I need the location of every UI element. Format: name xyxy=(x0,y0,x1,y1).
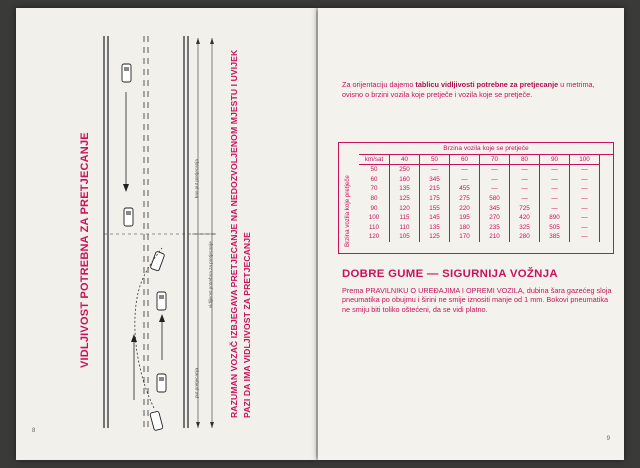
table-row xyxy=(359,232,600,242)
warning-line-2: PAZI DA IMA VIDLJIVOST ZA PRETJECANJE xyxy=(242,232,252,418)
table-column-header-row xyxy=(359,154,600,165)
table-column-header: 80 xyxy=(510,154,540,165)
overtaken-car xyxy=(157,292,166,310)
label-vidljivost: vidljivost potrebna za pretjecanje xyxy=(208,241,213,308)
page-number-left: 8 xyxy=(32,428,36,434)
row-speed: 80 xyxy=(359,194,390,204)
table-cell: 195 xyxy=(450,213,480,223)
row-speed: 90 xyxy=(359,203,390,213)
oncoming-car xyxy=(122,64,131,82)
table-cell: 420 xyxy=(510,213,540,223)
visibility-table xyxy=(338,142,614,254)
table-cell: 125 xyxy=(390,194,420,204)
table-row xyxy=(359,213,600,223)
table-cell: — xyxy=(480,175,510,185)
table-cell: — xyxy=(480,165,510,175)
intro-post: u metrima, ovisno o brzini vozila koje pretječe i vozila koje se pretječe. xyxy=(342,80,595,99)
table-column-header: 40 xyxy=(390,154,420,165)
row-speed: 70 xyxy=(359,184,390,194)
row-speed: 50 xyxy=(359,165,390,175)
label-kao-put: kao put pretjecanja xyxy=(194,159,199,198)
overtaking-car-start xyxy=(150,411,163,431)
table-cell: 275 xyxy=(450,194,480,204)
table-unit-header: km/sat xyxy=(359,154,390,165)
table-cell: 580 xyxy=(480,194,510,204)
road-diagram xyxy=(16,8,316,460)
table-cell: 180 xyxy=(450,223,480,233)
table-cell: 325 xyxy=(510,223,540,233)
table-column-header: 100 xyxy=(570,154,600,165)
table-cell: 145 xyxy=(420,213,450,223)
tyres-paragraph: Prema PRAVILNIKU O UREĐAJIMA I OPREMI VOZILA, dubina šara gazećeg sloja pneumatika po obujmu i širini ne smije iznositi manje od 1 mm. Bokovi pneumatika ne smiju biti toliko oštećeni, da se vidi platno. xyxy=(342,286,612,314)
table-cell: — xyxy=(420,165,450,175)
table-cell: — xyxy=(570,203,600,213)
table-column-header: 70 xyxy=(480,154,510,165)
table-row xyxy=(359,223,600,233)
table-cell: 215 xyxy=(420,184,450,194)
table-cell: 155 xyxy=(420,203,450,213)
table-cell: 160 xyxy=(390,175,420,185)
table-cell: 890 xyxy=(540,213,570,223)
table-cell: 725 xyxy=(510,203,540,213)
page-number-right: 9 xyxy=(606,436,610,442)
table-cell: — xyxy=(510,165,540,175)
table-cell: — xyxy=(540,165,570,175)
table-cell: — xyxy=(540,194,570,204)
table-column-header: 60 xyxy=(450,154,480,165)
table-column-header: 90 xyxy=(540,154,570,165)
overtaken-car-start xyxy=(157,374,166,392)
table-cell: 120 xyxy=(390,203,420,213)
table-column-header: 50 xyxy=(420,154,450,165)
table-cell: 505 xyxy=(540,223,570,233)
table-cell: 170 xyxy=(450,232,480,242)
table-row xyxy=(359,203,600,213)
table-row xyxy=(359,165,600,175)
table-row xyxy=(359,175,600,185)
table-cell: 110 xyxy=(390,223,420,233)
table-cell: — xyxy=(540,175,570,185)
table-cell: 115 xyxy=(390,213,420,223)
intro-paragraph xyxy=(342,80,614,99)
table-cell: 270 xyxy=(480,213,510,223)
table-cell: 135 xyxy=(420,223,450,233)
table-body xyxy=(359,165,600,242)
table-cell: 345 xyxy=(480,203,510,213)
table-cell: — xyxy=(480,184,510,194)
left-page xyxy=(16,8,316,460)
table-cell: — xyxy=(510,184,540,194)
table-cell: 135 xyxy=(390,184,420,194)
table-cell: 280 xyxy=(510,232,540,242)
table-row xyxy=(359,194,600,204)
section-title: DOBRE GUME — SIGURNIJA VOŽNJA xyxy=(342,268,558,280)
table-cell: — xyxy=(510,194,540,204)
table-cell: — xyxy=(570,213,600,223)
row-speed: 100 xyxy=(359,213,390,223)
table-cell: 105 xyxy=(390,232,420,242)
table-cell: — xyxy=(570,232,600,242)
intro-pre: Za orijentaciju dajemo xyxy=(342,80,416,89)
table-cell: — xyxy=(570,194,600,204)
table-cell: — xyxy=(450,165,480,175)
table-cell: 345 xyxy=(420,175,450,185)
table-row xyxy=(359,184,600,194)
table-cell: — xyxy=(570,223,600,233)
table-cell: 235 xyxy=(480,223,510,233)
row-speed: 110 xyxy=(359,223,390,233)
table-cell: 175 xyxy=(420,194,450,204)
page-title-rotated: VIDLJIVOST POTREBNA ZA PRETJECANJE xyxy=(79,132,91,368)
table-header: Brzina vozila koje se pretječe xyxy=(359,143,613,155)
table-cell: — xyxy=(540,203,570,213)
speed-table xyxy=(359,154,600,242)
table-cell: — xyxy=(570,184,600,194)
table-cell: — xyxy=(510,175,540,185)
table-cell: 210 xyxy=(480,232,510,242)
table-cell: — xyxy=(570,175,600,185)
oncoming-car-2 xyxy=(124,208,133,226)
table-cell: 250 xyxy=(390,165,420,175)
table-cell: 220 xyxy=(450,203,480,213)
intro-bold: tablicu vidljivosti potrebne za pretjecanje xyxy=(415,80,559,89)
row-speed: 120 xyxy=(359,232,390,242)
warning-line-1: RAZUMAN VOZAČ IZBJEGAVA PRETJECANJE NA NEDOZVOLJENOM MJESTU I UVIJEK xyxy=(229,49,239,418)
table-cell: 125 xyxy=(420,232,450,242)
row-speed: 60 xyxy=(359,175,390,185)
table-cell: — xyxy=(450,175,480,185)
table-cell: — xyxy=(540,184,570,194)
table-cell: — xyxy=(570,165,600,175)
right-page xyxy=(318,8,624,460)
table-side-label: Brzina vozila koje pretječe xyxy=(344,175,351,247)
label-put: put pretjecanja xyxy=(194,367,199,398)
table-cell: 455 xyxy=(450,184,480,194)
table-cell: 385 xyxy=(540,232,570,242)
